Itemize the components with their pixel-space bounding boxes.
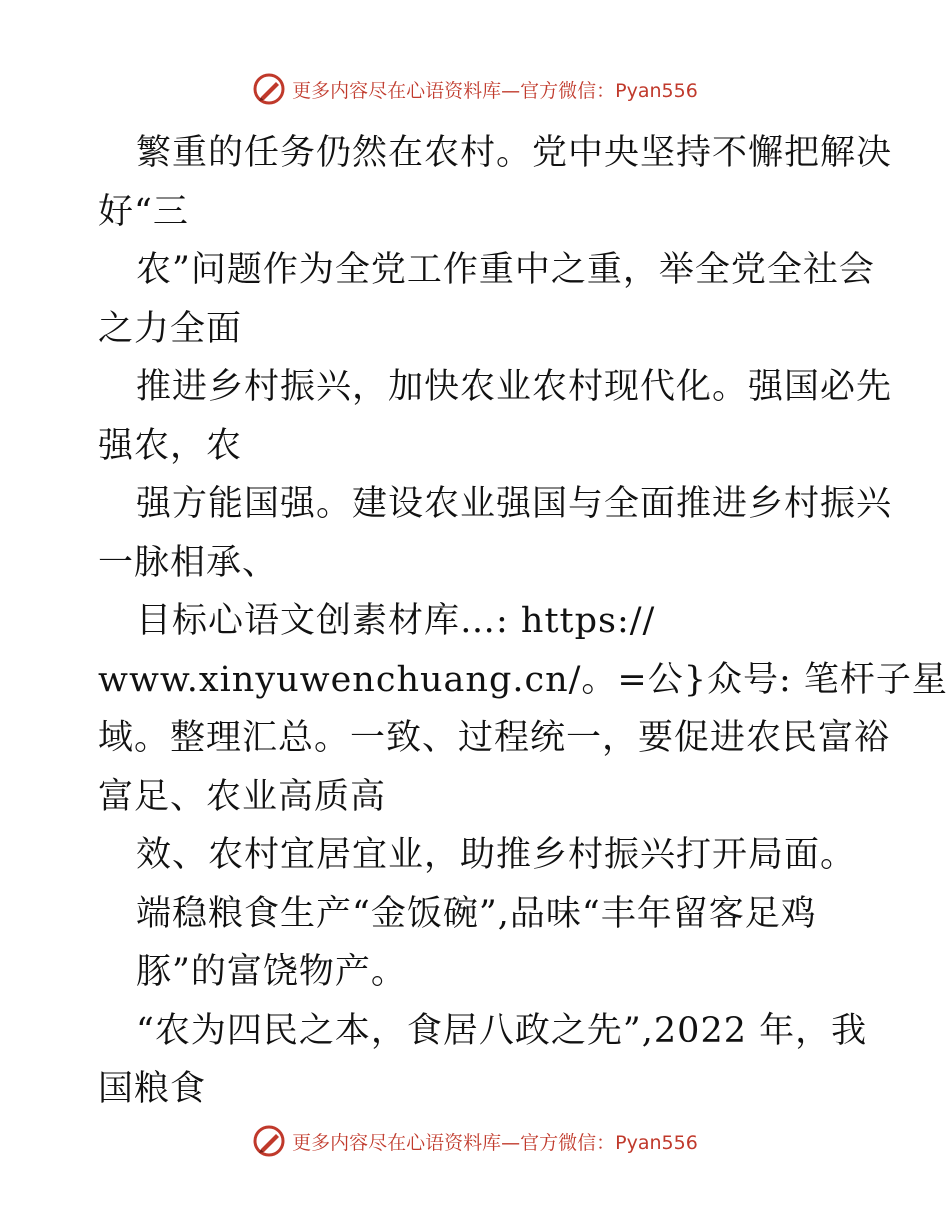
watermark-wechat: 官方微信：Pyan556 <box>520 1131 698 1154</box>
text-line: 好“三 <box>98 191 189 232</box>
text-line: 一脉相承、 <box>98 542 279 583</box>
text-line: 之力全面 <box>98 308 243 349</box>
text-line: 域。整理汇总。一致、过程统一，要促进农民富裕 <box>98 718 891 758</box>
header-watermark <box>0 72 950 106</box>
text-line: 强方能国强。建设农业强国与全面推进乡村振兴 <box>136 484 893 524</box>
text-line: 推进乡村振兴，加快农业农村现代化。强国必先 <box>136 367 893 407</box>
watermark-text <box>292 1128 698 1155</box>
watermark-site: 更多内容尽在心语资料库 <box>292 79 502 102</box>
text-line: 目标心语文创素材库…: https:// <box>136 601 656 641</box>
pen-logo-icon <box>252 72 286 106</box>
text-line: 繁重的任务仍然在农村。党中央坚持不懈把解决 <box>136 133 893 173</box>
watermark-text <box>292 76 698 103</box>
pen-logo-icon <box>252 1124 286 1158</box>
watermark-site: 更多内容尽在心语资料库 <box>292 1131 502 1154</box>
text-line: 强农，农 <box>98 425 243 466</box>
text-line: www.xinyuwenchuang.cn/。=公}众号: 笔杆子星 <box>98 659 948 700</box>
text-line: 端稳粮食生产“金饭碗”,品味“丰年留客足鸡 <box>136 893 817 934</box>
text-line: 农”问题作为全党工作重中之重，举全党全社会 <box>136 250 875 290</box>
text-line: “农为四民之本，食居八政之先”,2022 年，我 <box>136 1010 868 1051</box>
text-line: 国粮食 <box>98 1069 207 1109</box>
text-line: 效、农村宜居宜业，助推乡村振兴打开局面。 <box>136 835 857 875</box>
text-line: 富足、农业高质高 <box>98 776 387 817</box>
watermark-dash: — <box>501 79 521 102</box>
footer-watermark <box>0 1124 950 1158</box>
watermark-dash: — <box>501 1131 521 1154</box>
watermark-wechat: 官方微信：Pyan556 <box>520 79 698 102</box>
document-body <box>98 124 948 1119</box>
text-line: 豚”的富饶物产。 <box>136 952 407 992</box>
